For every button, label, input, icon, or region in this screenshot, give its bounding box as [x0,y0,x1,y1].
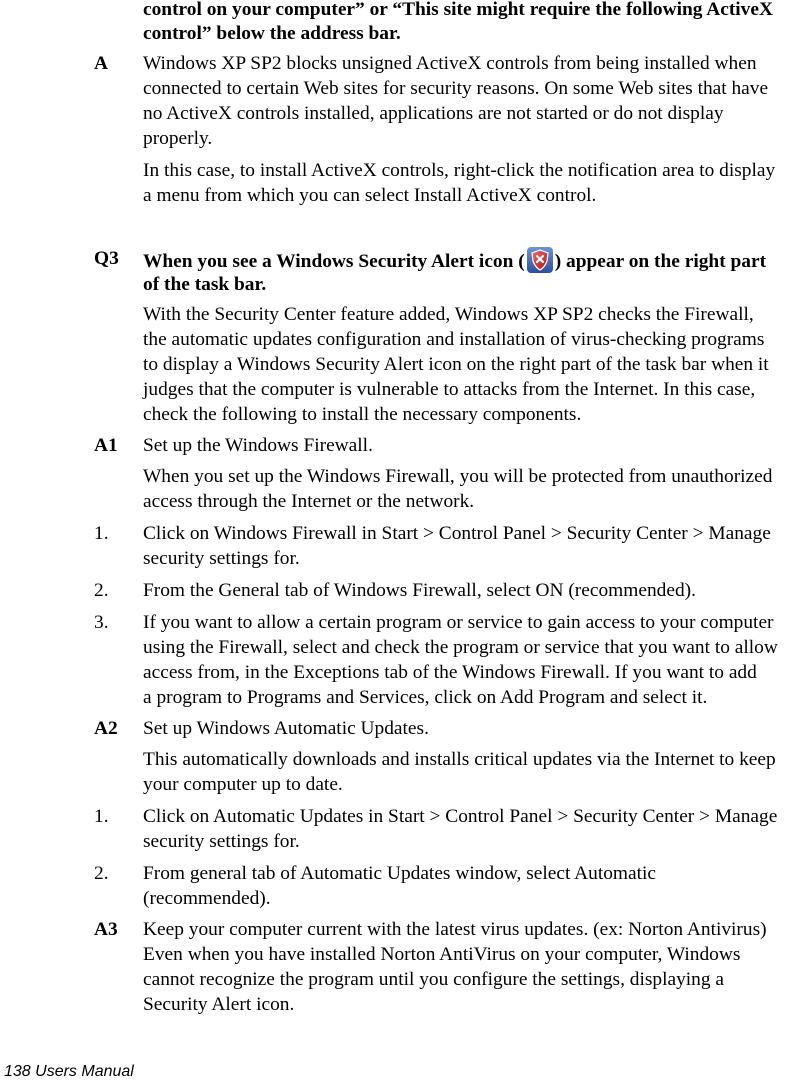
a3-line: Keep your computer current with the latest virus updates. (ex: Norton Antivirus) [143,919,767,940]
a1-body-line: When you set up the Windows Firewall, you will be protected from unauthorized [143,466,773,487]
a1-label: A1 [94,435,118,456]
q3-body-line: check the following to install the necessary components. [143,404,582,425]
answer-a-line: Windows XP SP2 blocks unsigned ActiveX controls from being installed when [143,53,757,74]
a1-step-line: using the Firewall, select and check the program or service that you want to allow [143,637,778,658]
security-alert-shield-icon [526,246,554,274]
q3-title-after-icon: ) appear on the right part [554,251,767,272]
a1-body-line: access through the Internet or the network. [143,491,475,512]
a1-step-number: 3. [94,612,109,633]
q3-body-line: With the Security Center feature added, Windows XP SP2 checks the Firewall, [143,304,754,325]
a1-step-line: Click on Windows Firewall in Start > Control Panel > Security Center > Manage [143,523,771,544]
a2-step-line: security settings for. [143,831,300,852]
q3-label: Q3 [94,248,119,269]
a2-step-number: 2. [94,863,109,884]
a1-title: Set up the Windows Firewall. [143,435,373,456]
a1-step-line: If you want to allow a certain program or service to gain access to your computer [143,612,774,633]
answer-a-line: connected to certain Web sites for security reasons. On some Web sites that have [143,78,769,99]
question-continuation-line-2: control” below the address bar. [143,23,401,44]
answer-a-line: no ActiveX controls installed, applications are not started or do not display [143,103,724,124]
a3-line: Security Alert icon. [143,994,295,1015]
a1-step-number: 2. [94,580,109,601]
a2-step-number: 1. [94,806,109,827]
a2-step-line: Click on Automatic Updates in Start > Control Panel > Security Center > Manage [143,806,778,827]
a2-step-line: (recommended). [143,888,271,909]
q3-body-line: judges that the computer is vulnerable to attacks from the Internet. In this case, [143,379,756,400]
q3-body-line: the automatic updates configuration and installation of virus-checking programs [143,329,765,350]
a1-step-line: security settings for. [143,548,300,569]
a2-body-line: your computer up to date. [143,774,343,795]
a2-body-line: This automatically downloads and installs critical updates via the Internet to keep [143,749,776,770]
q3-title-line-2: of the task bar. [143,274,267,295]
answer-a-line: a menu from which you can select Install ActiveX control. [143,185,597,206]
a1-step-number: 1. [94,523,109,544]
q3-body-line: to display a Windows Security Alert icon on the right part of the task bar when it [143,354,769,375]
page-footer: 138 Users Manual [4,1063,134,1080]
a3-label: A3 [94,919,118,940]
question-continuation-line-1: control on your computer” or “This site might require the following ActiveX [143,0,773,20]
answer-a-line: In this case, to install ActiveX controls, right-click the notification area to display [143,160,776,181]
a3-line: cannot recognize the program until you configure the settings, displaying a [143,969,725,990]
a2-step-line: From general tab of Automatic Updates window, select Automatic [143,863,657,884]
a2-label: A2 [94,718,118,739]
q3-title-before-icon: When you see a Windows Security Alert icon ( [143,251,525,272]
a1-step-line: From the General tab of Windows Firewall, select ON (recommended). [143,580,696,601]
q3-title-line-1 [143,246,766,275]
a1-step-line: a program to Programs and Services, click on Add Program and select it. [143,687,708,708]
a2-title: Set up Windows Automatic Updates. [143,718,429,739]
a1-step-line: access from, in the Exceptions tab of the Windows Firewall. If you want to add [143,662,757,683]
a3-line: Even when you have installed Norton AntiVirus on your computer, Windows [143,944,741,965]
answer-a-line: properly. [143,128,213,149]
answer-a-label: A [94,53,109,74]
